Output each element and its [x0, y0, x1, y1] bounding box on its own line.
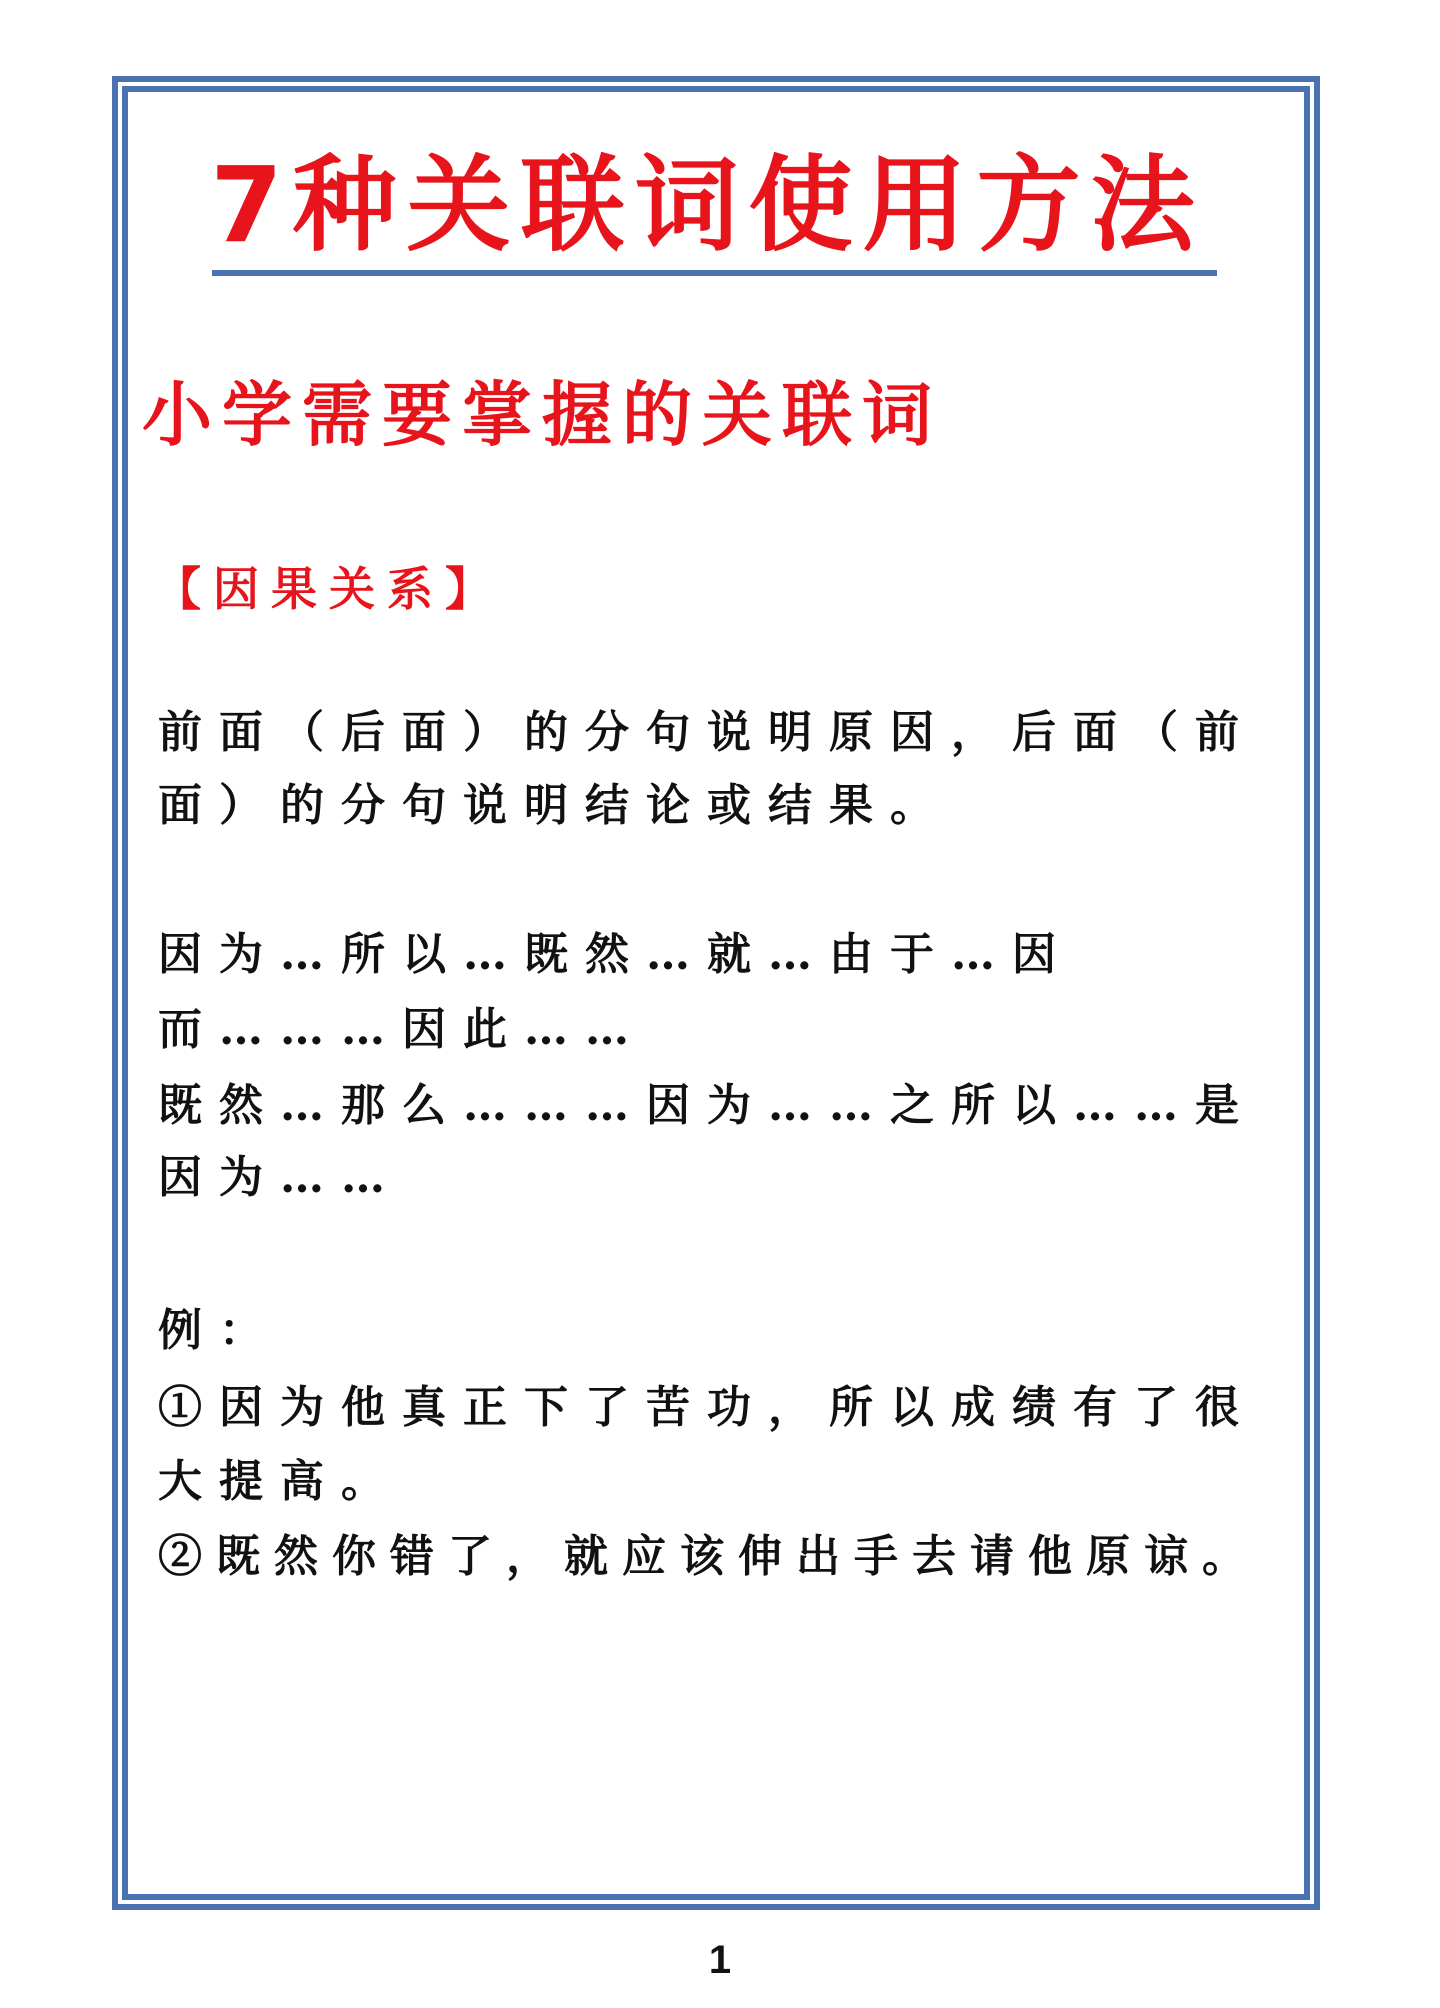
page-frame-inner	[122, 86, 1310, 1900]
description-line: 面）的分句说明结论或结果。	[158, 780, 951, 831]
section-heading: 【因果关系】	[155, 562, 503, 616]
connectives-line: 因为…所以…既然…就…由于…因	[158, 929, 1073, 980]
example-line: ②既然你错了，就应该伸出手去请他原谅。	[158, 1531, 1260, 1582]
subtitle: 小学需要掌握的关联词	[142, 373, 942, 456]
connectives-line: 既然…那么………因为……之所以……是	[158, 1080, 1256, 1131]
example-line: 大提高。	[158, 1456, 402, 1507]
title-underline	[212, 270, 1217, 276]
example-label: 例：	[158, 1305, 280, 1356]
description-line: 前面（后面）的分句说明原因，后面（前	[158, 707, 1256, 758]
connectives-line: 而………因此……	[158, 1004, 646, 1055]
page-number: 1	[708, 1938, 732, 1982]
page-title: 7种关联词使用方法	[210, 144, 1205, 266]
connectives-line: 因为……	[158, 1152, 402, 1203]
example-line: ①因为他真正下了苦功，所以成绩有了很	[158, 1382, 1256, 1433]
